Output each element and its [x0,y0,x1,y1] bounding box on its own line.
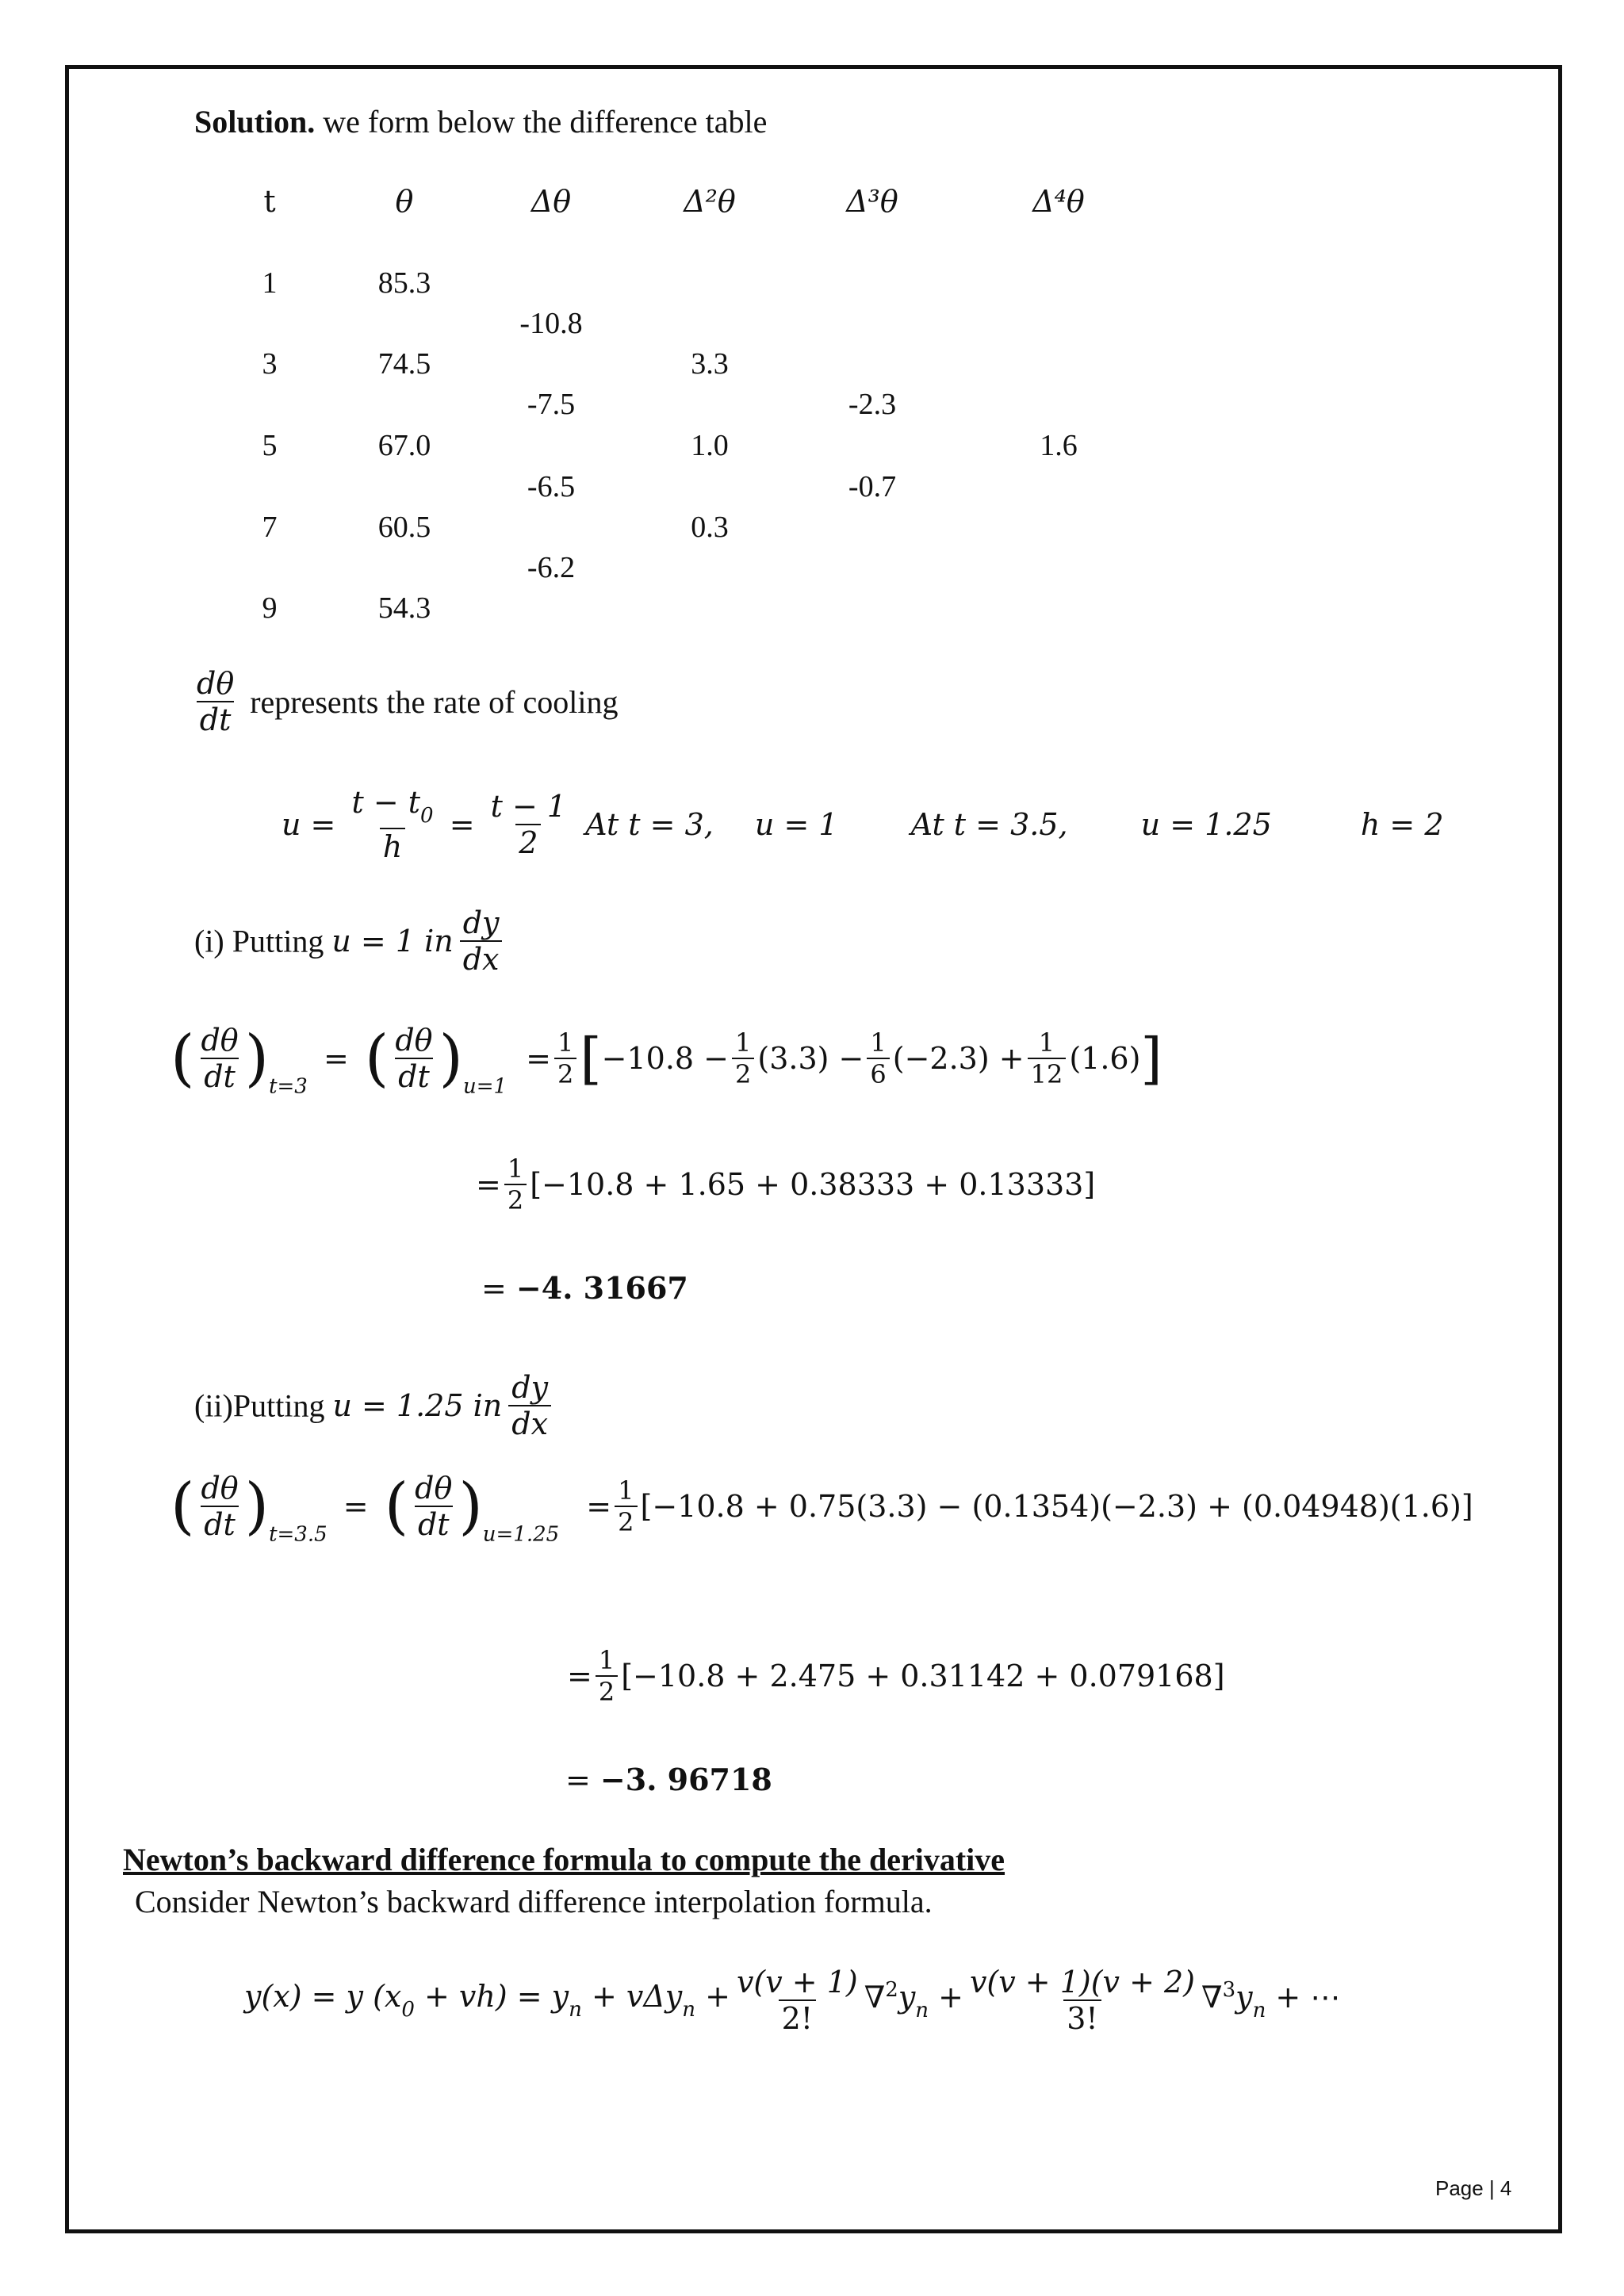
part1-result-eq: = [481,1271,516,1306]
part1-mid-sub: u=1 [462,1074,508,1099]
at-t35: At t = 3.5, [910,807,1068,842]
part2-lparen2: ( [384,1471,409,1542]
part2-rparen1: ) [244,1471,270,1542]
part2-mid-num: dθ [415,1471,453,1506]
dtheta-dt-fraction [193,666,237,737]
part1-half [554,1027,576,1089]
part1-line2-half [504,1154,527,1215]
part2-mid-sub: u=1.25 [482,1522,560,1547]
part2-expr: u = 1.25 in [332,1388,503,1423]
part1-f3-num: 1 [1038,1027,1055,1058]
nf-lhs-sub: 0 [401,1998,415,2022]
part1-dydx-num: dy [462,905,500,940]
part2-lhs-sub: t=3.5 [269,1522,327,1547]
part1-rparen2: ) [439,1023,463,1094]
table-theta-5: 54.3 [377,591,431,625]
table-header-d1: Δθ [530,184,572,219]
table-t-5: 5 [262,429,278,462]
table-header-d2: Δ²θ [684,184,736,219]
table-header-theta: θ [395,184,414,219]
nf-lhs-text: y(x) = y (x [244,1979,402,2014]
part1-f2-den: 6 [867,1058,889,1089]
u-equals-1: u = 1 [754,807,838,842]
table-header-d4: Δ⁴θ [1032,184,1085,219]
table-d1-4: -6.2 [527,551,576,584]
u-equals-125: u = 1.25 [1140,807,1272,842]
u-frac2-num: t − 1 [490,789,567,824]
table-d2-1: 3.3 [691,347,729,381]
part1-f1 [732,1027,754,1089]
nf-plus2: + [929,1980,963,2015]
part2-line1-body: [−10.8 + 0.75(3.3) − (0.1354)(−2.3) + (0.04948)(1.6)] [640,1489,1473,1524]
nf-yn-sub: n [569,1998,582,2022]
table-theta-1: 85.3 [377,266,431,300]
nf-lhs2-text: + vh) = y [414,1979,569,2014]
nf-y3-sub: n [1252,1999,1266,2022]
part2-dydx-den: dx [508,1405,551,1441]
nf-frac2-num: v(v + 1)(v + 2) [969,1965,1196,1999]
nf-frac1-den: 2! [779,1999,816,2036]
part2-line2-half [596,1645,618,1707]
part1-mid-den: dt [395,1058,433,1094]
part1-label: (i) Putting [194,923,324,959]
u-definition-line [282,785,1444,864]
part2-heading [194,1370,554,1441]
rate-den: dt [197,701,235,737]
table-theta-4: 60.5 [377,511,431,544]
part2-result-line [565,1762,772,1797]
part1-term3: (−2.3) + [892,1041,1025,1076]
part2-line2 [567,1645,1225,1707]
part2-half [615,1475,637,1537]
part1-half-num: 1 [557,1027,574,1058]
part1-lhs-sub: t=3 [269,1074,308,1099]
solution-label: Solution. [194,104,316,140]
u-eq2: = [449,807,475,842]
part2-lhs-num: dθ [201,1471,239,1506]
part2-mid-den: dt [415,1506,453,1542]
part1-mid-num: dθ [395,1023,433,1058]
part1-dydx-den: dx [460,940,503,977]
part1-lhs-frac [197,1023,241,1094]
solution-line [194,103,767,140]
part1-dydx [460,905,503,977]
u-fraction-1 [349,785,437,864]
table-d3-2: -0.7 [848,470,897,503]
table-d1-3: -6.5 [527,470,576,503]
part1-line2-half-num: 1 [507,1154,524,1184]
part1-heading [194,905,506,977]
part2-result: −3. 96718 [599,1762,772,1797]
nf-y2: y [898,1980,916,2015]
table-d2-3: 0.3 [691,511,729,544]
part1-term1: −10.8 − [601,1041,730,1076]
part1-lparen1: ( [170,1023,195,1094]
u-frac1-num [349,785,437,828]
part1-f1-num: 1 [735,1027,752,1058]
table-t-1: 1 [262,266,278,300]
table-t-7: 7 [262,511,278,544]
nf-end: + ⋯ [1266,1980,1341,2015]
part1-result-line [481,1270,688,1306]
nf-frac1 [733,1965,861,2036]
rate-line [190,666,618,737]
nf-nabla3-sup: 3 [1222,1978,1236,2002]
part1-expr: u = 1 in [331,924,454,959]
part1-term2: (3.3) − [757,1041,864,1076]
u-frac2-den: 2 [515,824,541,860]
table-d2-2: 1.0 [691,429,729,462]
solution-text: we form below the difference table [315,104,768,140]
part2-lhs-frac [197,1471,241,1542]
table-t-9: 9 [262,591,278,625]
part1-lhs-num: dθ [201,1023,239,1058]
part1-eq2: = [526,1041,551,1076]
part2-result-eq: = [565,1762,600,1797]
part1-term4: (1.6) [1069,1041,1141,1076]
part2-eq1: = [343,1489,369,1524]
nf-term2 [864,1978,963,2022]
at-t3: At t = 3, [585,807,714,842]
table-theta-2: 74.5 [377,347,431,381]
table-d4-1: 1.6 [1040,429,1078,462]
nf-frac2-den: 3! [1063,1999,1101,2036]
table-header-t: t [263,184,276,219]
newton-formula [244,1965,1340,2036]
nf-nabla2: ∇ [864,1980,886,2015]
part2-half-den: 2 [615,1506,637,1537]
part1-rbracket: ] [1140,1026,1162,1091]
table-d3-1: -2.3 [848,388,897,421]
nf-mid-text: + vΔy [581,1979,683,2014]
part2-mid-frac [412,1471,455,1542]
part2-rparen2: ) [458,1471,483,1542]
part2-lhs-den: dt [201,1506,239,1542]
part1-result: −4. 31667 [515,1270,688,1306]
nf-y2-sub: n [915,1999,929,2022]
part2-line2-eq: = [567,1659,592,1693]
part2-dydx-num: dy [511,1370,549,1405]
part1-line2 [476,1154,1095,1215]
part1-f2 [867,1027,889,1089]
table-d1-2: -7.5 [527,388,576,421]
part2-eq2: = [586,1489,612,1524]
nf-lhs [244,1979,730,2022]
part1-rparen1: ) [244,1023,270,1094]
part1-f3-den: 12 [1028,1058,1067,1089]
table-theta-3: 67.0 [377,429,431,462]
table-header-d3: Δ³θ [846,184,898,219]
part1-equation [170,1023,1162,1099]
part2-line2-half-num: 1 [598,1645,615,1675]
nf-nabla2-sup: 2 [885,1978,898,2002]
part2-label: (ii)Putting [194,1387,325,1424]
nf-y3: y [1235,1980,1253,2015]
table-d1-1: -10.8 [519,307,583,340]
part1-lparen2: ( [364,1023,389,1094]
nf-term3 [1201,1978,1341,2022]
part1-lbracket: [ [580,1026,602,1091]
u-frac1-num-text: t − t [351,785,421,820]
nf-frac2 [967,1965,1198,2036]
part1-lhs-den: dt [201,1058,239,1094]
part1-f1-den: 2 [732,1058,754,1089]
part1-line2-half-den: 2 [504,1184,527,1215]
part1-half-den: 2 [554,1058,576,1089]
newton-heading: Newton’s backward difference formula to compute the derivative [123,1842,1005,1877]
nf-plus1: + [695,1979,730,2014]
part1-f3 [1028,1027,1067,1089]
page-number: Page | 4 [1435,2176,1512,2200]
nf-nabla3: ∇ [1201,1980,1223,2015]
u-eq: u = [282,807,336,842]
nf-mid-sub: n [682,1998,696,2022]
part1-mid-frac [392,1023,435,1094]
u-frac1-den: h [380,828,405,864]
part1-line2-eq: = [476,1167,501,1202]
part2-dydx [508,1370,551,1441]
rate-text: represents the rate of cooling [250,683,619,720]
part2-lparen1: ( [170,1471,195,1542]
part2-half-num: 1 [618,1475,634,1506]
part1-eq1: = [323,1041,349,1076]
h-equals-2: h = 2 [1360,807,1444,842]
rate-num: dθ [197,666,235,701]
newton-intro: Consider Newton’s backward difference interpolation formula. [135,1884,933,1919]
u-frac1-num-sub: 0 [420,804,434,828]
part2-equation [170,1471,1473,1547]
part1-f2-num: 1 [870,1027,887,1058]
u-fraction-2 [488,789,569,860]
nf-frac1-num: v(v + 1) [736,1965,858,1999]
table-t-3: 3 [262,347,278,381]
part2-line2-half-den: 2 [596,1675,618,1707]
part1-line2-body: [−10.8 + 1.65 + 0.38333 + 0.13333] [530,1167,1096,1202]
part2-line2-body: [−10.8 + 2.475 + 0.31142 + 0.079168] [621,1659,1225,1693]
